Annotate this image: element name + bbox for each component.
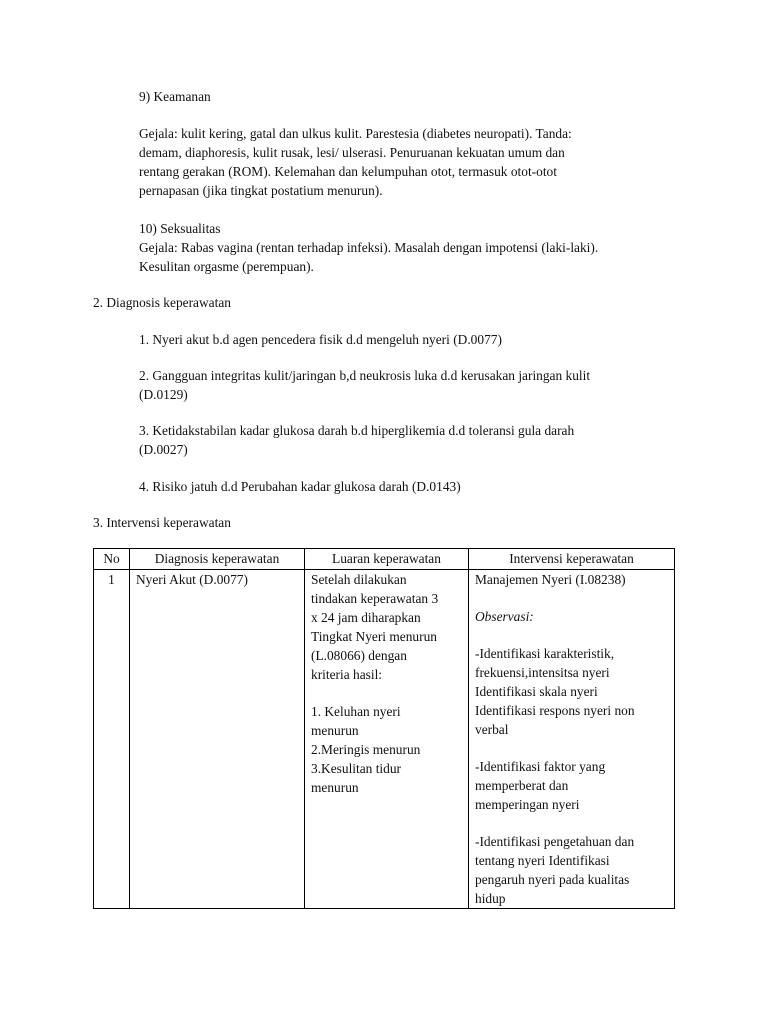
intervensi-line: verbal (475, 722, 509, 737)
intervensi-table (93, 548, 675, 909)
diagnosis-item-4: 4. Risiko jatuh d.d Perubahan kadar glukosa darah (D.0143) (139, 479, 461, 494)
luaran-line: tindakan keperawatan 3 (311, 591, 439, 606)
kriteria-line: 2.Meringis menurun (311, 742, 421, 757)
section-10-title: 10) Seksualitas (139, 221, 221, 236)
intervensi-line: frekuensi,intensitsa nyeri (475, 665, 610, 680)
cell-no: 1 (94, 570, 130, 909)
kriteria-line: 1. Keluhan nyeri (311, 704, 401, 719)
diagnosis-item-3-code: (D.0027) (139, 442, 188, 457)
cell-intervensi (469, 570, 675, 909)
section-10-line: Gejala: Rabas vagina (rentan terhadap infeksi). Masalah dengan impotensi (laki-laki). (139, 240, 599, 255)
diagnosis-item-1: 1. Nyeri akut b.d agen pencedera fisik d.d mengeluh nyeri (D.0077) (139, 332, 502, 347)
intervensi-line: tentang nyeri Identifikasi (475, 853, 610, 868)
luaran-line: Tingkat Nyeri menurun (311, 629, 437, 644)
table-header-row (94, 549, 675, 570)
section-9-line: Gejala: kulit kering, gatal dan ulkus kulit. Parestesia (diabetes neuropati). Tanda: (139, 126, 572, 141)
luaran-line: Setelah dilakukan (311, 572, 407, 587)
section-9-line: demam, diaphoresis, kulit rusak, lesi/ ulserasi. Penuruanan kekuatan umum dan (139, 145, 565, 160)
intervensi-line: -Identifikasi faktor yang (475, 759, 606, 774)
intervensi-heading: 3. Intervensi keperawatan (93, 515, 231, 530)
luaran-line: kriteria hasil: (311, 667, 383, 682)
intervensi-line: hidup (475, 891, 506, 906)
observasi-label: Observasi: (475, 609, 534, 624)
luaran-line: (L.08066) dengan (311, 648, 407, 663)
section-9-title: 9) Keamanan (139, 89, 211, 104)
intervensi-line: memperberat dan (475, 778, 569, 793)
table-row (94, 570, 675, 909)
diagnosis-item-3-line: 3. Ketidakstabilan kadar glukosa darah b.d hiperglikemia d.d toleransi gula darah (139, 423, 575, 438)
diagnosis-item-2-line: 2. Gangguan integritas kulit/jaringan b,d neukrosis luka d.d kerusakan jaringan kulit (139, 368, 591, 383)
section-9-line: pernapasan (jika tingkat postatium menurun). (139, 183, 383, 198)
intervensi-line: -Identifikasi pengetahuan dan (475, 834, 635, 849)
header-no: No (94, 549, 130, 570)
intervensi-line: Identifikasi respons nyeri non (475, 703, 635, 718)
kriteria-line: 3.Kesulitan tidur (311, 761, 402, 776)
diagnosis-heading: 2. Diagnosis keperawatan (93, 295, 231, 310)
cell-luaran (305, 570, 469, 909)
kriteria-line: menurun (311, 723, 359, 738)
intervensi-title: Manajemen Nyeri (I.08238) (475, 572, 626, 587)
header-intervensi: Intervensi keperawatan (469, 549, 675, 570)
header-luaran: Luaran keperawatan (305, 549, 469, 570)
section-9-line: rentang gerakan (ROM). Kelemahan dan kelumpuhan otot, termasuk otot-otot (139, 164, 557, 179)
intervensi-line: memperingan nyeri (475, 797, 580, 812)
header-diagnosis: Diagnosis keperawatan (130, 549, 305, 570)
section-10-line: Kesulitan orgasme (perempuan). (139, 259, 314, 274)
luaran-line: x 24 jam diharapkan (311, 610, 421, 625)
kriteria-line: menurun (311, 780, 359, 795)
section-10 (139, 219, 598, 276)
cell-diagnosis: Nyeri Akut (D.0077) (130, 570, 305, 909)
section-9-body (139, 124, 572, 200)
diagnosis-item-2-code: (D.0129) (139, 387, 188, 402)
diagnosis-item-2 (139, 366, 590, 404)
diagnosis-item-3 (139, 421, 574, 459)
intervensi-line: pengaruh nyeri pada kualitas (475, 872, 630, 887)
intervensi-line: Identifikasi skala nyeri (475, 684, 598, 699)
intervensi-line: -Identifikasi karakteristik, (475, 646, 615, 661)
